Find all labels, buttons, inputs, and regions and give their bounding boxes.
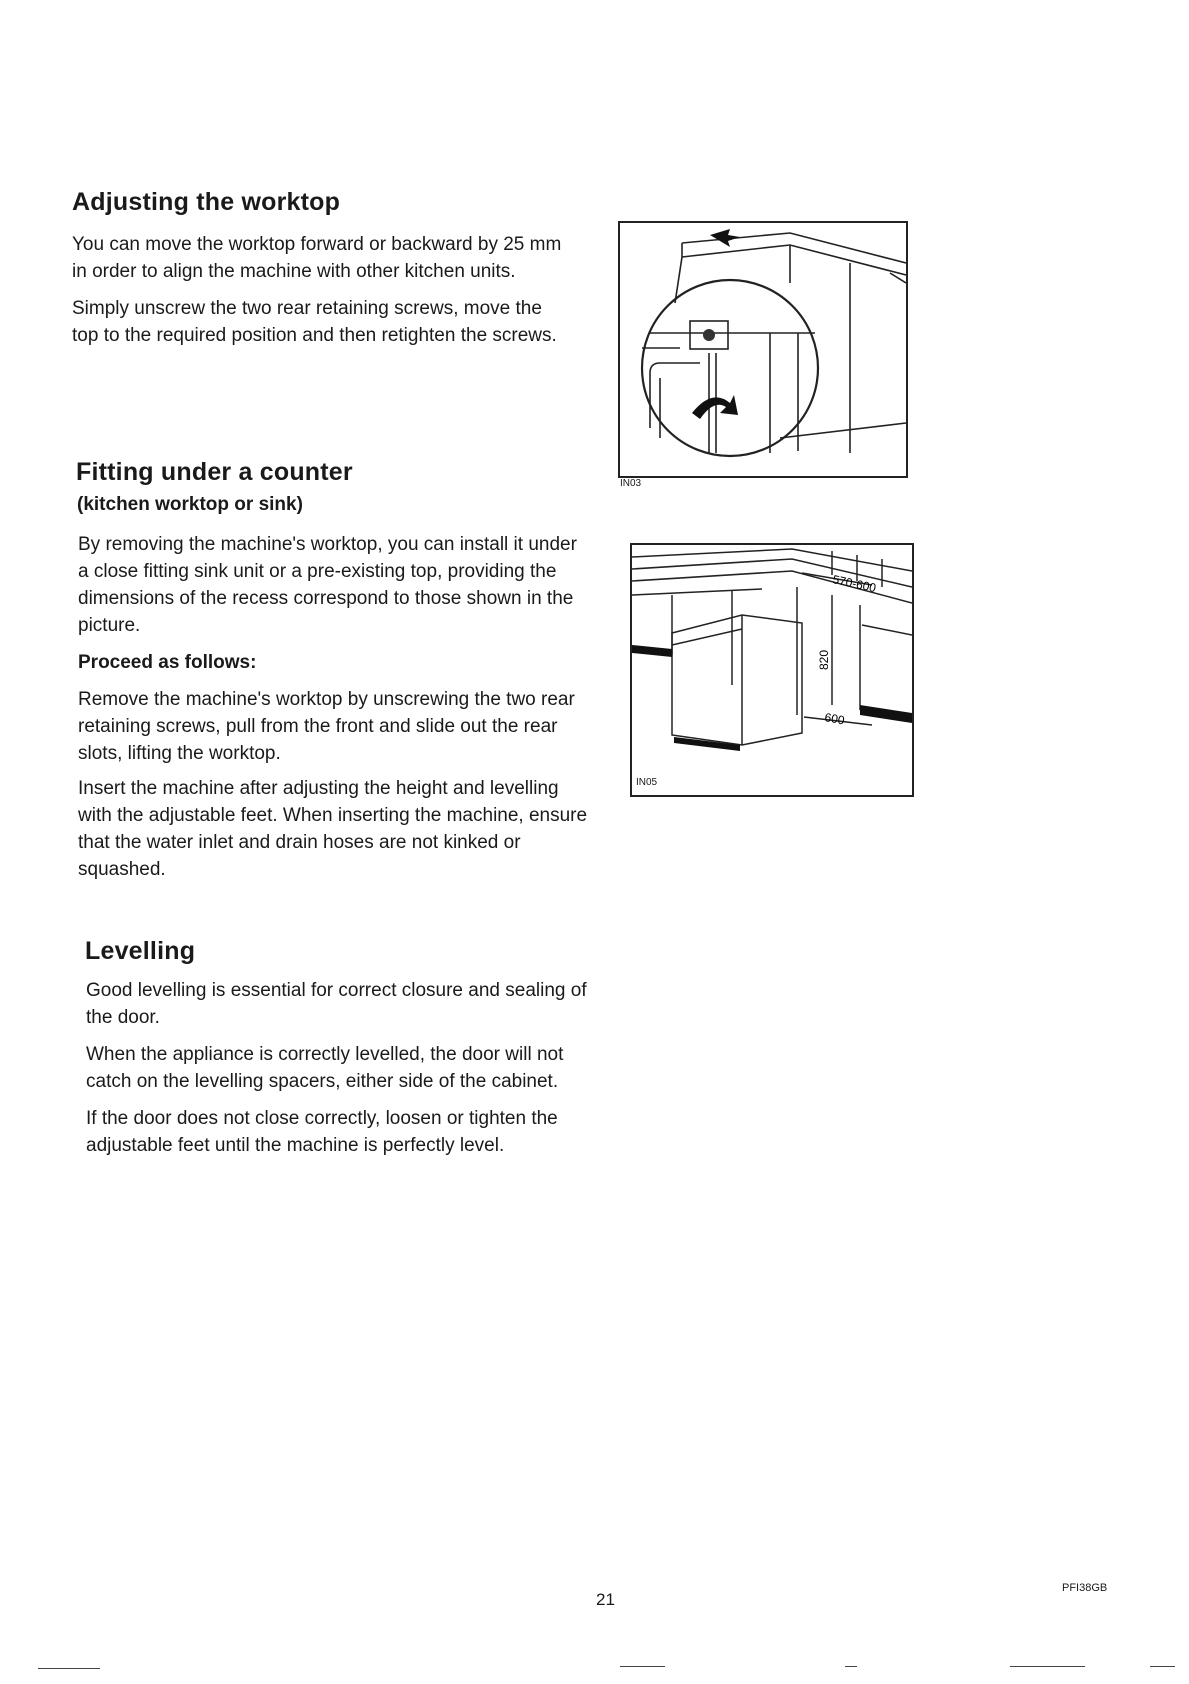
paragraph: Simply unscrew the two rear retaining screws, move the top to the required position and then retighten the screws. [72,298,557,346]
page-number: 21 [596,1590,615,1609]
levelling-text [86,977,596,1167]
step-paragraph: Remove the machine's worktop by unscrewing the two rear retaining screws, pull from the front and slide out the rear slots, lifting the worktop. [78,689,575,764]
dimension-width-label: 570-600 [831,572,878,596]
paragraph: By removing the machine's worktop, you can install it under a close fitting sink unit or a pre-existing top, providing the dimensions of the recess correspond to those shown in the picture. [78,534,577,636]
worktop-screw-illustration [620,223,906,476]
document-code: PFI38GB [1062,1582,1108,1594]
paragraph: You can move the worktop forward or backward by 25 mm in order to align the machine with other kitchen units. [72,234,562,282]
paragraph: Good levelling is essential for correct closure and sealing of the door. [86,980,587,1028]
scan-rule [1010,1666,1085,1667]
paragraph: If the door does not close correctly, loosen or tighten the adjustable feet until the machine is perfectly level. [86,1108,558,1156]
fitting-text [78,531,588,891]
scan-rule [1150,1666,1175,1667]
subheading-kitchen-worktop: (kitchen worktop or sink) [77,494,303,515]
figure-code-in05: IN05 [636,777,658,788]
recess-dimension-illustration [632,545,912,795]
step-paragraph: Insert the machine after adjusting the height and levelling with the adjustable feet. When inserting the machine, ensure that the water inlet and drain hoses are not kinked or squashed. [78,778,588,880]
figure-worktop-screws [618,221,908,478]
proceed-label: Proceed as follows: [78,652,257,673]
heading-levelling: Levelling [85,937,196,965]
dimension-depth-label: 600 [823,710,846,728]
paragraph: When the appliance is correctly levelled, the door will not catch on the levelling spacers, either side of the cabinet. [86,1044,564,1092]
heading-fitting-under-counter: Fitting under a counter [76,458,353,486]
scan-rule [620,1666,665,1667]
adjusting-text [72,231,572,357]
figure-recess-dimensions [630,543,914,797]
dimension-height-label: 820 [817,649,831,670]
scan-rule [845,1666,857,1667]
heading-adjusting-worktop: Adjusting the worktop [72,188,341,216]
figure-code-in03: IN03 [620,478,642,489]
scan-rule [38,1668,100,1669]
